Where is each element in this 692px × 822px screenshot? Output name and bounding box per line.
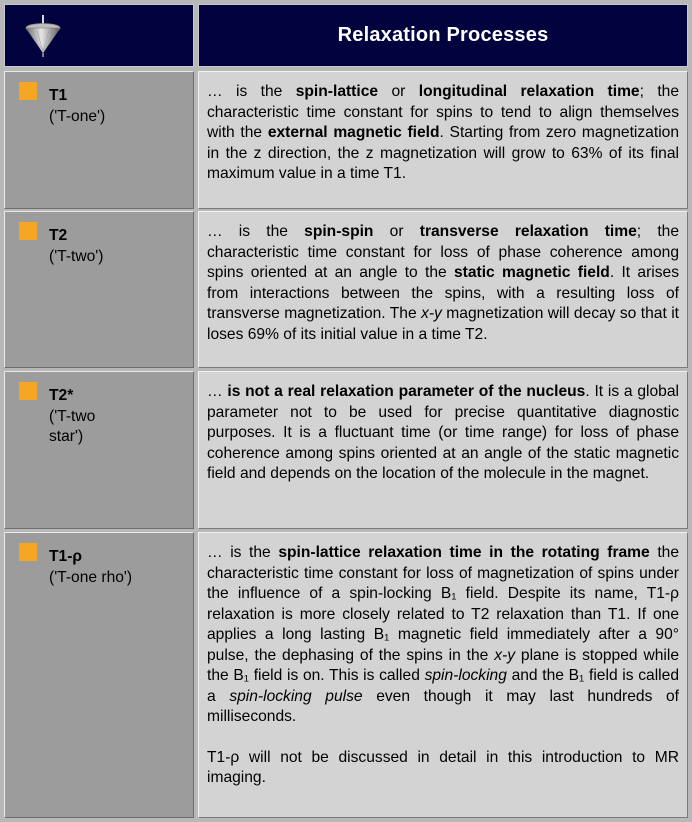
text-run: … is the xyxy=(207,544,279,561)
term-pronunciation: ('T-two star') xyxy=(49,407,96,445)
header-logo-cell xyxy=(4,4,194,67)
orange-square-bullet-icon xyxy=(19,82,37,100)
term-name: T2 xyxy=(49,227,68,244)
spinning-top-logo-icon xyxy=(23,13,63,59)
bold-text: spin-lattice xyxy=(295,83,379,100)
description-cell-t1 xyxy=(198,71,688,209)
description-cell-t2-star xyxy=(198,371,688,529)
term-label xyxy=(49,386,129,448)
term-description xyxy=(207,382,679,485)
text-run: ; the characteristic time constant for loss of phase coherence among spins oriented at an angle to the xyxy=(207,223,679,281)
orange-square-bullet-icon xyxy=(19,382,37,400)
term-pronunciation: ('T-one rho') xyxy=(49,568,133,586)
bold-text: transverse relaxation time xyxy=(419,223,637,240)
term-note: T1-ρ will not be discussed in detail in this introduction to MR imaging. xyxy=(207,748,679,786)
text-run: … xyxy=(207,383,228,400)
term-cell-t1 xyxy=(4,71,194,209)
text-run: or xyxy=(378,83,419,100)
italic-text: spin-locking pulse xyxy=(229,687,363,705)
term-name: T1 xyxy=(49,87,68,104)
term-name: T2* xyxy=(49,387,74,404)
term-name: T1-ρ xyxy=(49,548,83,565)
text-run: and the B₁ field is called a xyxy=(207,667,679,705)
description-cell-t2 xyxy=(198,211,688,368)
term-pronunciation: ('T-two') xyxy=(49,247,104,265)
text-run: plane is stopped while the B₁ field is on. This is called xyxy=(207,646,679,684)
bold-text: longitudinal relaxation time xyxy=(418,83,640,100)
text-run: or xyxy=(373,223,420,240)
term-label xyxy=(49,86,105,127)
bold-text: spin-spin xyxy=(304,223,374,240)
header-title-cell xyxy=(198,4,688,67)
text-run: . It arises from interactions between the spins, with a resulting loss of transverse magnetization. The xyxy=(207,264,680,322)
text-run: … is the xyxy=(207,83,296,100)
term-cell-t1-rho xyxy=(4,532,194,818)
italic-text: x-y xyxy=(494,646,516,664)
term-label xyxy=(49,547,132,588)
term-description xyxy=(207,82,679,185)
italic-text: spin-locking xyxy=(424,667,507,684)
orange-square-bullet-icon xyxy=(19,222,37,240)
term-cell-t2 xyxy=(4,211,194,368)
term-description xyxy=(207,222,679,345)
text-run: even though it may last hundreds of milliseconds. xyxy=(207,687,680,725)
term-description xyxy=(207,543,679,728)
text-run: . It is a global parameter not to be used for precise quantitative diagnostic purposes. It is a fluctuant time (or time range) for loss of phase coherence among spins oriented at an angle of the static magnetic field and depends on the location of the molecule in the magnet. xyxy=(207,383,679,482)
orange-square-bullet-icon xyxy=(19,543,37,561)
text-run: . Starting from zero magnetization in the z direction, the z magnetization will grow to 63% of its final maximum value in a time T1. xyxy=(207,124,679,182)
italic-text: x-y xyxy=(421,305,442,322)
text-run: ; the characteristic time constant for spins to tend to align themselves with the xyxy=(207,83,680,141)
text-run: … is the xyxy=(207,223,305,240)
bold-text: static magnetic field xyxy=(453,264,610,281)
page-title: Relaxation Processes xyxy=(337,24,549,46)
bold-text: external magnetic field xyxy=(267,124,440,141)
text-run: the characteristic time constant for loss of magnetization of spins under the influence of a spin-locking B₁ field. Despite its name, T1-ρ relaxation is more closely related to T2 relaxation than T1. If one applies a long lasting B₁ magnetic field immediately after a 90° pulse, the dephasing of the spins in the xyxy=(207,544,679,664)
term-cell-t2-star xyxy=(4,371,194,529)
bold-text: is not a real relaxation parameter of the nucleus xyxy=(227,383,586,400)
description-cell-t1-rho xyxy=(198,532,688,818)
term-label xyxy=(49,226,103,267)
bold-text: spin-lattice relaxation time in the rotating frame xyxy=(278,544,650,561)
text-run: magnetization will decay so that it loses 69% of its initial value in a time T2. xyxy=(207,305,679,343)
term-pronunciation: ('T-one') xyxy=(49,107,106,125)
